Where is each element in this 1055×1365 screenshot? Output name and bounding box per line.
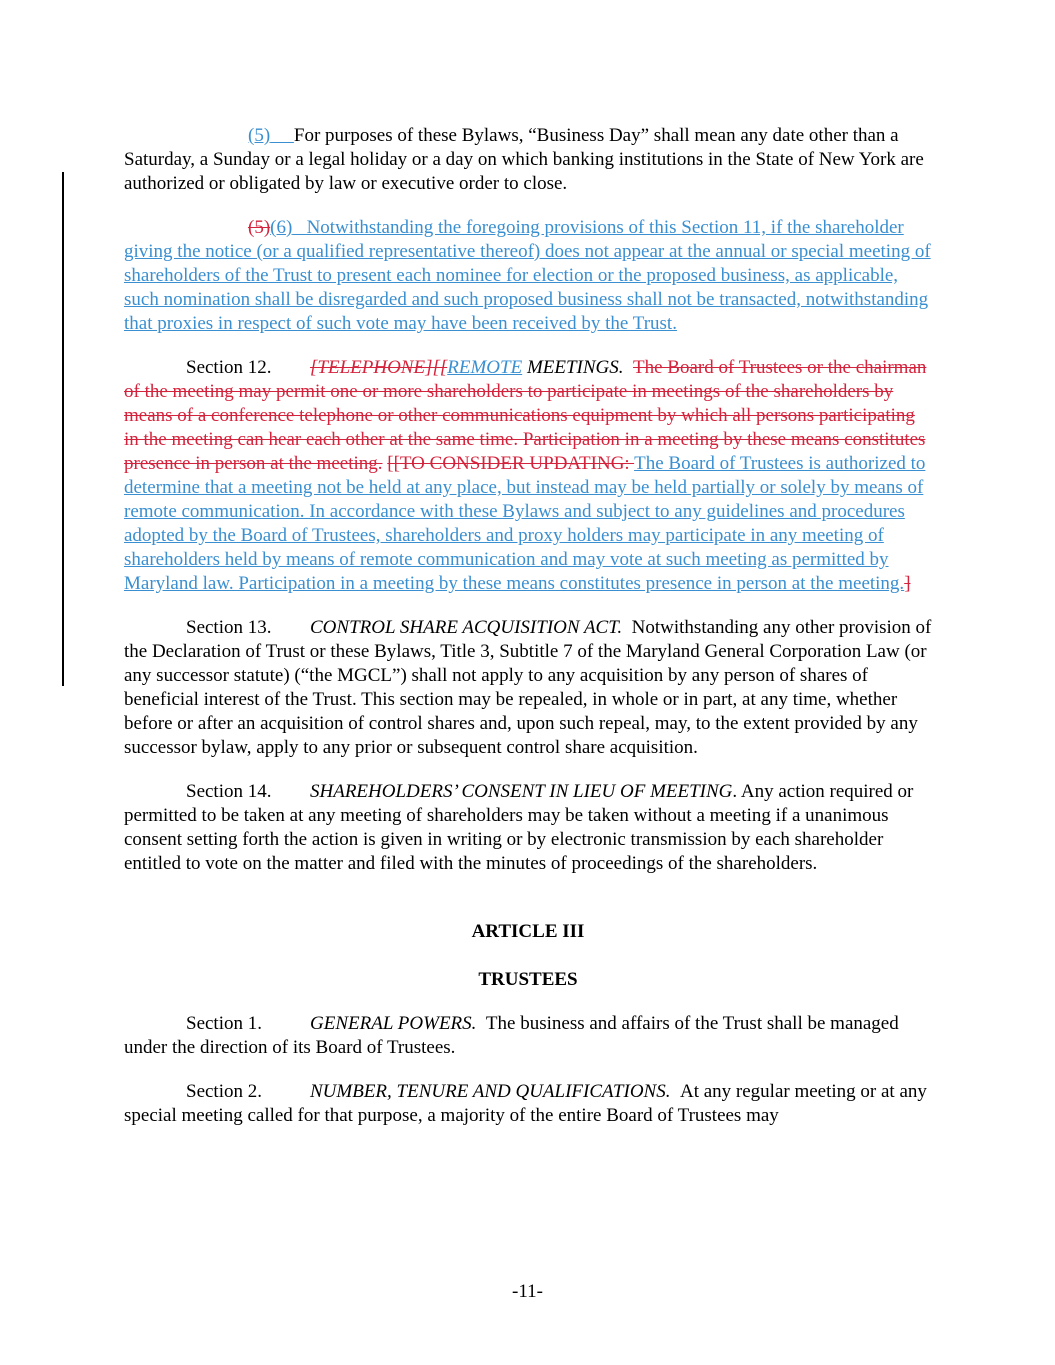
section-label: Section 1. — [186, 1013, 262, 1034]
inserted-title: REMOTE — [447, 357, 523, 378]
paragraph-6 — [124, 216, 932, 336]
article-3-section-2 — [124, 1080, 932, 1128]
section-title: CONTROL SHARE ACQUISITION ACT. — [310, 617, 623, 638]
section-label: Section 2. — [186, 1081, 262, 1102]
deleted-title: [TELEPHONE][[ — [310, 357, 448, 378]
change-bar — [62, 172, 64, 686]
paragraph-5-text: For purposes of these Bylaws, “Business Day” shall mean any date other than a Saturday, a Sunday or a legal holiday or a day on which banking institutions in the State of New York are authorized or obligated by law or executive order to close. — [124, 125, 924, 194]
section-text: At any regular meeting or at any special meeting called for that purpose, a majority of the entire Board of Trustees may — [124, 1081, 927, 1126]
article-number: ARTICLE III — [471, 921, 585, 942]
section-title: SHAREHOLDERS’ CONSENT IN LIEU OF MEETING — [310, 781, 733, 802]
deleted-note: [[TO CONSIDER UPDATING: — [387, 453, 635, 474]
document-page — [124, 124, 932, 1148]
deleted-bracket: ] — [904, 573, 911, 594]
inserted-number: (5) — [248, 125, 271, 146]
section-label: Section 12. — [186, 357, 272, 378]
deleted-text: The Board of Trustees or the chairman of the meeting may permit one or more shareholders to participate in meetings of the shareholders by means of a conference telephone or other communications equipment by which all persons participating in the meeting can hear each other at the same time. Participation in a meeting by these means constitutes presence in person at the meeting. — [124, 357, 927, 474]
section-12 — [124, 356, 932, 596]
article-3-section-1 — [124, 1012, 932, 1060]
paragraph-5 — [124, 124, 932, 196]
paragraph-6-text: Notwithstanding the foregoing provisions of this Section 11, if the shareholder giving the notice (or a qualified representative thereof) does not appear at the annual or special meeting of shareholders of the Trust to present each nominee for election or the proposed business, as applicable, such nomination shall be disregarded and such proposed business shall not be transacted, notwithstanding that proxies in respect of such vote may have been received by the Trust. — [124, 217, 931, 334]
section-title: GENERAL POWERS. — [310, 1013, 477, 1034]
section-title: NUMBER, TENURE AND QUALIFICATIONS. — [310, 1081, 671, 1102]
section-text: Notwithstanding any other provision of the Declaration of Trust or these Bylaws, Title 3, Subtitle 7 of the Maryland General Corporation Law (or any successor statute) (“the MGCL”) shall not apply to any acquisition by any person of shares of beneficial interest of the Trust. This section may be repealed, in whole or in part, at any time, whether before or after an acquisition of control shares and, upon such repeal, may, to the extent provided by any successor bylaw, apply to any prior or subsequent control share acquisition. — [124, 617, 932, 758]
section-text: The business and affairs of the Trust shall be managed under the direction of its Board of Trustees. — [124, 1013, 899, 1058]
inserted-text: The Board of Trustees is authorized to determine that a meeting not be held at any place, but instead may be held partially or solely by means of remote communication. In accordance with these Bylaws and subject to any guidelines and procedures adopted by the Board of Trustees, shareholders and proxy holders may participate in any meeting of shareholders held by means of remote communication and may vote at such meeting as permitted by Maryland law. Participation in a meeting by these means constitutes presence in person at the meeting. — [124, 453, 926, 594]
section-14 — [124, 780, 932, 876]
section-label: Section 13. — [186, 617, 272, 638]
section-text: . Any action required or permitted to be taken at any meeting of shareholders may be taken without a meeting if a unanimous consent setting forth the action is given in writing or by electronic transmission by each shareholder entitled to vote on the matter and filed with the minutes of proceedings of the shareholders. — [124, 781, 914, 874]
page-number: -11- — [512, 1281, 543, 1302]
section-label: Section 14. — [186, 781, 272, 802]
inserted-number: (6) — [270, 217, 293, 238]
inserted-tab — [270, 125, 294, 146]
section-title: MEETINGS. — [522, 357, 624, 378]
deleted-number: (5) — [248, 217, 271, 238]
article-name: TRUSTEES — [478, 969, 578, 990]
section-13 — [124, 616, 932, 760]
